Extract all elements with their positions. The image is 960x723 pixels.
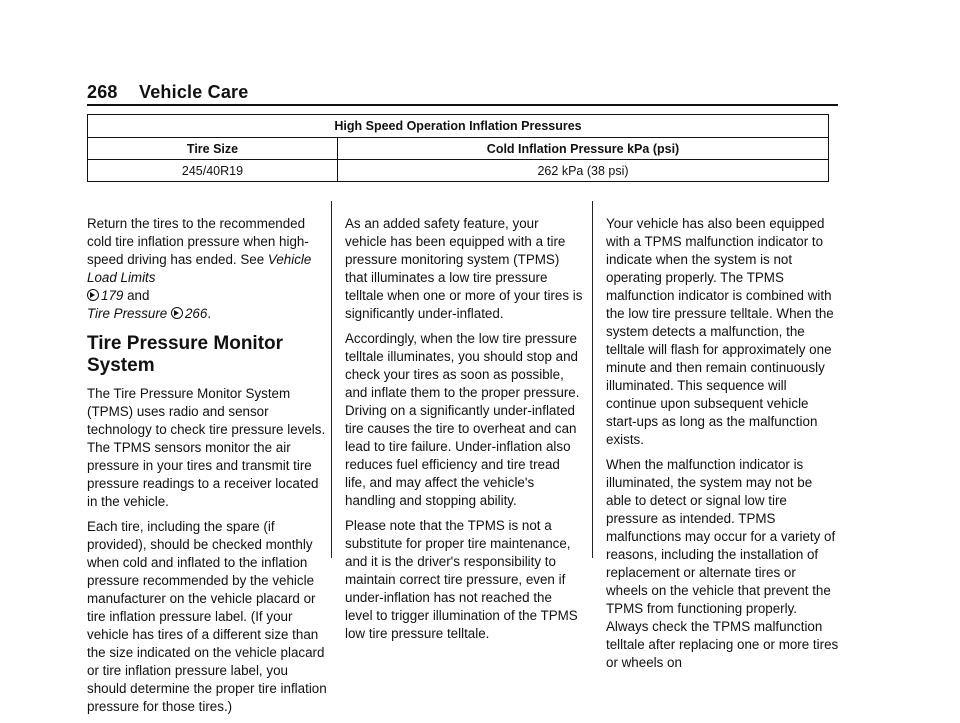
ref-page[interactable]: 266: [184, 306, 208, 321]
column-2: [345, 215, 583, 650]
column-divider: [592, 201, 593, 558]
period: .: [207, 306, 212, 321]
header-cold-inflation: Cold Inflation Pressure kPa (psi): [338, 138, 829, 160]
section-heading: Tire Pressure Monitor System: [87, 333, 284, 376]
cell-pressure: 262 kPa (38 psi): [338, 160, 829, 182]
intro-paragraph: [87, 215, 327, 323]
and-text: and: [127, 288, 150, 303]
paragraph: As an added safety feature, your vehicle has been equipped with a tire pressure monitoring system (TPMS) that illuminates a low tire pressure telltale when one or more of your tires is significantly under-inflated.: [345, 216, 583, 321]
ref-page[interactable]: 179: [101, 288, 124, 303]
paragraph: Please note that the TPMS is not a substitute for proper tire maintenance, and it is the driver's responsibility to maintain correct tire pressure, even if under-inflation has not reached the level to trigger illumination of the TPMS low tire pressure telltale.: [345, 518, 578, 641]
header-rule: [87, 104, 838, 106]
page-ref-arrow-icon: [87, 289, 99, 301]
table-caption: High Speed Operation Inflation Pressures: [88, 115, 829, 138]
table-row: [88, 160, 829, 182]
paragraph: Each tire, including the spare (if provided), should be checked monthly when cold and inflated to the inflation pressure recommended by the vehicle manufacturer on the vehicle placard or tire inflation pressure label. (If your vehicle has tires of a different size than the size indicated on the vehicle placard or tire inflation pressure label, you should determine the proper tire inflation pressure for those tires.): [87, 519, 327, 714]
column-divider: [331, 201, 332, 558]
paragraph: Accordingly, when the low tire pressure telltale illuminates, you should stop and check your tires as soon as possible, and inflate them to the proper pressure. Driving on a significantly under-inflated tire causes the tire to overheat and can lead to tire failure. Under-inflation also reduces fuel efficiency and tire tread life, and may affect the vehicle's handling and stopping ability.: [345, 331, 580, 508]
table-header-row: [88, 138, 829, 160]
page-number: 268: [87, 82, 118, 102]
ref-vehicle-load-limits[interactable]: Vehicle Load Limits: [87, 252, 312, 285]
cell-tire-size: 245/40R19: [88, 160, 338, 182]
column-1: [87, 215, 327, 723]
header-tire-size: Tire Size: [88, 138, 338, 160]
paragraph: When the malfunction indicator is illuminated, the system may not be able to detect or signal low tire pressure as intended. TPMS malfunctions may occur for a variety of reasons, including the installation of replacement or alternate tires or wheels on the vehicle that prevent the TPMS from functioning properly. Always check the TPMS malfunction telltale after replacing one or more tires or wheels on: [606, 457, 839, 670]
inflation-pressure-table: [87, 114, 829, 182]
paragraph: The Tire Pressure Monitor System (TPMS) uses radio and sensor technology to check tire pressure levels. The TPMS sensors monitor the air pressure in your tires and transmit tire pressure readings to a receiver located in the vehicle.: [87, 386, 326, 509]
section-title: Vehicle Care: [139, 82, 249, 102]
page-ref-arrow-icon: [171, 307, 183, 319]
page-header: [87, 82, 838, 104]
intro-text: Return the tires to the recommended cold tire inflation pressure when high-speed driving has ended. See: [87, 216, 309, 267]
column-3: [606, 215, 840, 679]
ref-tire-pressure[interactable]: Tire Pressure: [87, 306, 168, 321]
paragraph: Your vehicle has also been equipped with a TPMS malfunction indicator to indicate when the system is not operating properly. The TPMS malfunction indicator is combined with the low tire pressure telltale. When the system detects a malfunction, the telltale will flash for approximately one minute and then remain continuously illuminated. This sequence will continue upon subsequent vehicle start-ups as long as the malfunction exists.: [606, 216, 834, 447]
